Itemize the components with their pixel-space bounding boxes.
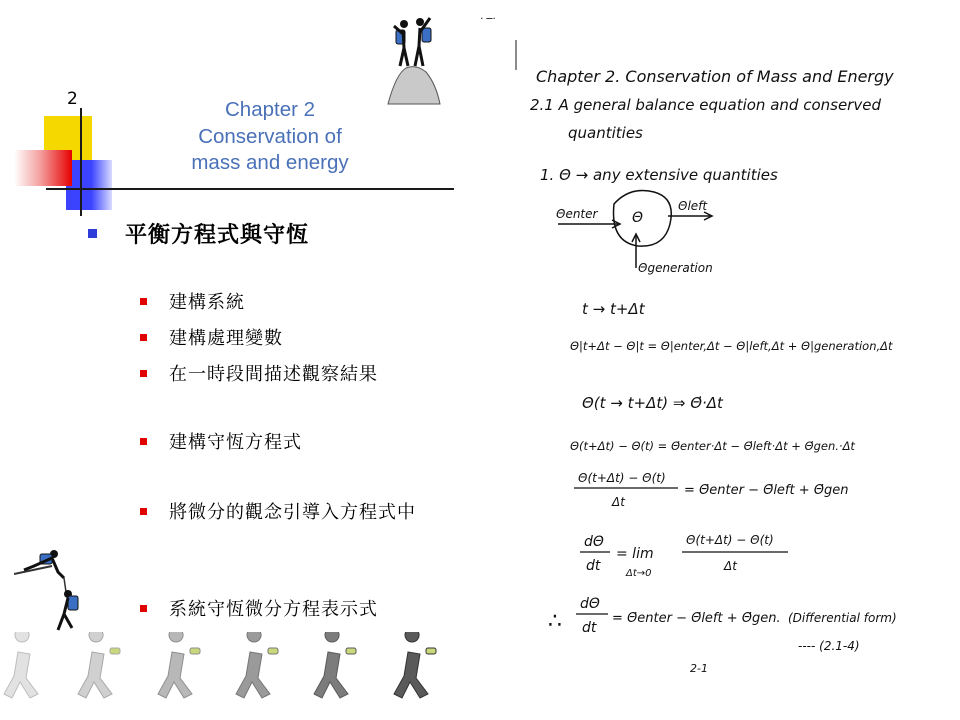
- red-bullet-icon: [140, 605, 147, 612]
- equation-5-numerator: Θ(t+Δt) − Θ(t): [578, 471, 666, 485]
- horizontal-divider: [46, 188, 454, 190]
- title-line-3: mass and energy: [191, 151, 349, 175]
- notes-page-number: 2-1: [690, 662, 708, 675]
- label-enter: Θenter: [556, 207, 598, 221]
- notes-section-line-2: quantities: [568, 124, 643, 142]
- slide-title: [150, 97, 390, 177]
- equation-7-rhs: = Θ̇enter − Θ̇left + Θ̇gen.: [612, 611, 781, 626]
- equation-balance: Θ|t+Δt − Θ|t = Θ|enter,Δt − Θ|left,Δt + Θ|generation,Δt: [570, 339, 893, 353]
- sub-bullet-text: 在一時段間描述觀察結果: [169, 364, 378, 385]
- sub-bullet-text: 將微分的觀念引導入方程式中: [169, 502, 416, 523]
- handwritten-notes: [470, 10, 950, 710]
- title-line-2: Conservation of: [198, 124, 342, 148]
- equation-6-limit-sub: Δt→0: [626, 568, 652, 579]
- main-bullet: [88, 218, 309, 249]
- blue-bullet-icon: [88, 229, 97, 238]
- equation-6-denominator: Δt: [724, 559, 737, 573]
- running-figures-decoration: [0, 632, 470, 720]
- equation-6-limit: = lim: [616, 546, 654, 562]
- sub-bullet-2: [140, 326, 444, 352]
- sub-bullet-text: 建構守恆方程式: [169, 432, 302, 453]
- equation-number: ---- (2.1-4): [798, 639, 860, 653]
- corner-mark: · ─·: [480, 14, 496, 25]
- red-bullet-icon: [140, 508, 147, 515]
- equation-5-denominator: Δt: [612, 495, 625, 509]
- equation-7-form-label: (Differential form): [788, 611, 897, 625]
- sub-bullet-5: [140, 500, 439, 526]
- equation-6-lhs-denominator: dt: [586, 558, 601, 574]
- blue-square-decoration: [66, 160, 112, 210]
- equation-6-numerator: Θ(t+Δt) − Θ(t): [686, 533, 774, 547]
- therefore-symbol: ∴: [548, 609, 562, 634]
- notes-item-1: 1. Θ → any extensive quantities: [540, 166, 778, 184]
- sub-bullet-3: [140, 362, 444, 388]
- label-left: Θleft: [678, 199, 708, 213]
- equation-rate-balance: Θ(t+Δt) − Θ(t) = Θ̇enter·Δt − Θ̇left·Δt + Θ̇gen.·Δt: [570, 439, 855, 453]
- equation-time-step: t → t+Δt: [582, 300, 645, 318]
- title-line-1: Chapter 2: [224, 98, 316, 121]
- equation-6-lhs-numerator: dΘ: [584, 534, 604, 550]
- sub-bullet-6: [140, 597, 444, 623]
- red-bullet-icon: [140, 334, 147, 341]
- notes-section-line-1: 2.1 A general balance equation and conserved: [530, 96, 881, 114]
- red-bullet-icon: [140, 438, 147, 445]
- equation-5-rhs: = Θ̇enter − Θ̇left + Θ̇gen: [684, 483, 849, 498]
- slide-number: 2: [67, 89, 78, 109]
- sub-bullet-text: 系統守恆微分方程表示式: [169, 599, 378, 620]
- red-bullet-icon: [140, 370, 147, 377]
- equation-7-denominator: dt: [582, 620, 597, 636]
- notes-heading: Chapter 2. Conservation of Mass and Energy: [536, 67, 894, 86]
- climbers-on-peak-icon: [382, 14, 444, 106]
- equation-rate: Θ(t → t+Δt) ⇒ Θ̇·Δt: [582, 394, 723, 412]
- sub-bullet-text: 建構處理變數: [169, 328, 283, 349]
- equation-7-numerator: dΘ: [580, 596, 600, 612]
- red-square-decoration: [14, 150, 72, 186]
- label-generation: Θgeneration: [638, 261, 713, 275]
- main-bullet-text: 平衡方程式與守恆: [125, 223, 310, 248]
- label-center: Θ: [632, 210, 644, 226]
- sub-bullet-4: [140, 430, 444, 456]
- vertical-divider: [80, 108, 82, 216]
- sub-bullet-text: 建構系統: [169, 292, 245, 313]
- sub-bullet-1: [140, 290, 444, 316]
- hanging-climbers-icon: [14, 548, 84, 634]
- red-bullet-icon: [140, 298, 147, 305]
